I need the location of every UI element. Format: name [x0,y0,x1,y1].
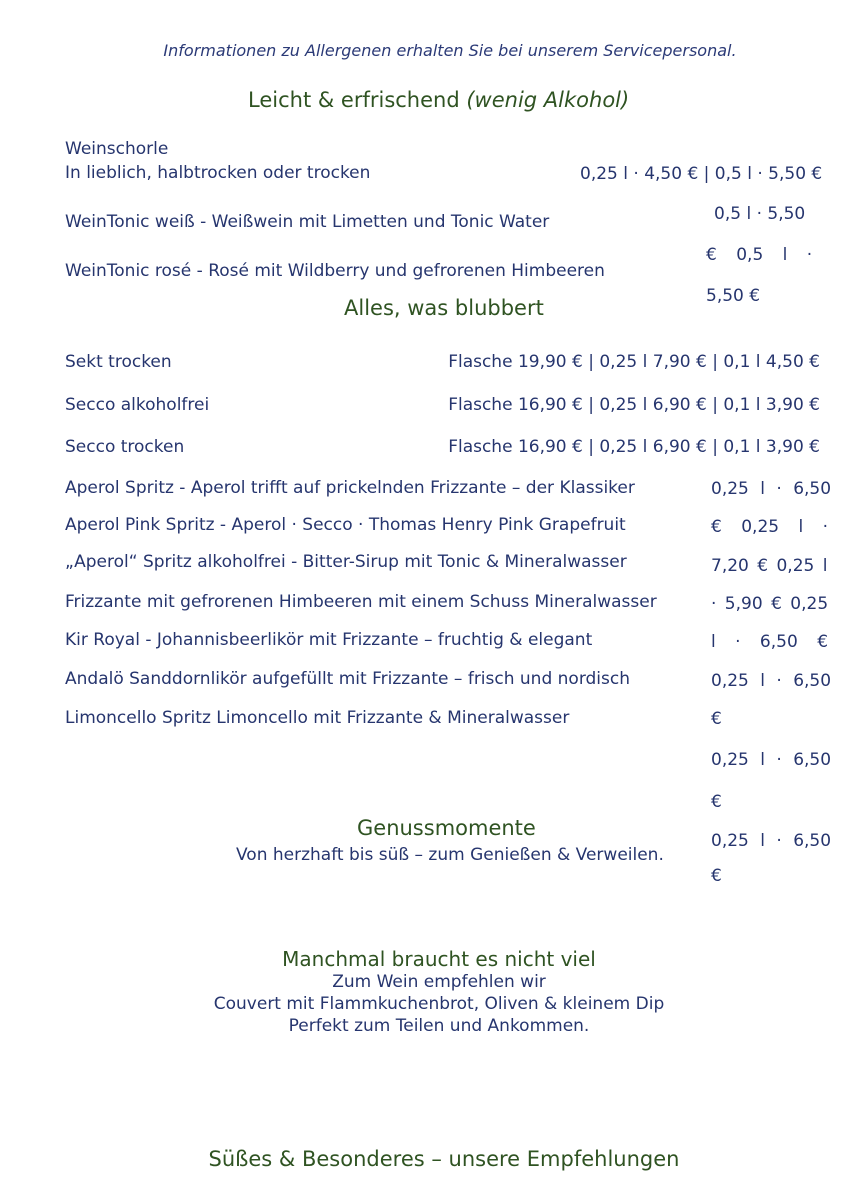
price-weinschorle: 0,25 l · 4,50 € | 0,5 l · 5,50 € [580,164,823,184]
price-fragment: · 5,90 € 0,25 [711,594,829,614]
menu-item-aperol-alkoholfrei: „Aperol“ Spritz alkoholfrei - Bitter-Sirup mit Tonic & Mineralwasser [65,552,627,572]
menu-item-frizzante-himbeeren: Frizzante mit gefrorenen Himbeeren mit einem Schuss Mineralwasser [65,592,657,612]
price-fragment: 0,25 l · 6,50 [711,479,832,499]
item-description: In lieblich, halbtrocken oder trocken [65,163,371,183]
menu-item-kir-royal: Kir Royal - Johannisbeerlikör mit Frizzante – fruchtig & elegant [65,630,593,650]
price-sekt-trocken: Flasche 19,90 € | 0,25 l 7,90 € | 0,1 l 4,50 € [448,352,820,372]
couvert-line: Zum Wein empfehlen wir [332,972,546,992]
price-fragment: 0,5 l · 5,50 [714,204,806,224]
menu-item-limoncello-spritz: Limoncello Spritz Limoncello mit Frizzante & Mineralwasser [65,708,570,728]
price-secco-alkoholfrei: Flasche 16,90 € | 0,25 l 6,90 € | 0,1 l 3,90 € [448,395,820,415]
menu-item-andalo-sanddorn: Andalö Sanddornlikör aufgefüllt mit Frizzante – frisch und nordisch [65,669,631,689]
menu-item-weintonic-weiss: WeinTonic weiß - Weißwein mit Limetten und Tonic Water [65,212,550,232]
section-title-text: Leicht & erfrischend [248,88,460,112]
price-fragment: € 0,5 l · [706,245,813,265]
section-title-suesses: Süßes & Besonderes – unsere Empfehlungen [208,1147,680,1171]
menu-item-aperol-spritz: Aperol Spritz - Aperol trifft auf prickelnden Frizzante – der Klassiker [65,478,635,498]
allergen-note-text: Informationen zu Allergenen erhalten Sie bei unserem Servicepersonal. [163,41,737,60]
allergen-note [0,41,848,60]
section-title-couvert: Manchmal braucht es nicht viel [282,947,596,971]
price-fragment: 5,50 € [706,286,761,306]
price-fragment: 0,25 l · 6,50 [711,671,832,691]
menu-item-secco-alkoholfrei: Secco alkoholfrei [65,395,210,415]
price-fragment: € [711,709,722,729]
price-fragment: € [711,792,722,812]
couvert-line: Couvert mit Flammkuchenbrot, Oliven & kleinem Dip [213,994,665,1014]
price-fragment: 0,25 l · 6,50 [711,831,832,851]
section-title-blubbert: Alles, was blubbert [344,296,544,320]
couvert-line: Perfekt zum Teilen und Ankommen. [288,1016,590,1036]
price-fragment: 7,20 € 0,25 l [711,556,828,576]
section-title-leicht [248,88,629,112]
section-subtitle-genussmomente: Von herzhaft bis süß – zum Genießen & Verweilen. [236,845,664,865]
menu-item-weintonic-rose: WeinTonic rosé - Rosé mit Wildberry und gefrorenen Himbeeren [65,261,605,281]
item-name: Weinschorle [65,139,169,159]
section-title-genussmomente: Genussmomente [357,816,536,840]
price-fragment: 0,25 l · 6,50 [711,750,832,770]
price-fragment: l · 6,50 € [711,632,829,652]
menu-item-secco-trocken: Secco trocken [65,437,185,457]
price-secco-trocken: Flasche 16,90 € | 0,25 l 6,90 € | 0,1 l 3,90 € [448,437,820,457]
price-fragment: € 0,25 l · [711,517,829,537]
menu-item-aperol-pink-spritz: Aperol Pink Spritz - Aperol · Secco · Thomas Henry Pink Grapefruit [65,515,626,535]
menu-item-weinschorle [65,139,370,183]
section-title-suffix: (wenig Alkohol) [466,88,630,112]
section-couvert [0,947,848,1036]
menu-item-sekt-trocken: Sekt trocken [65,352,172,372]
price-fragment: € [711,866,722,886]
